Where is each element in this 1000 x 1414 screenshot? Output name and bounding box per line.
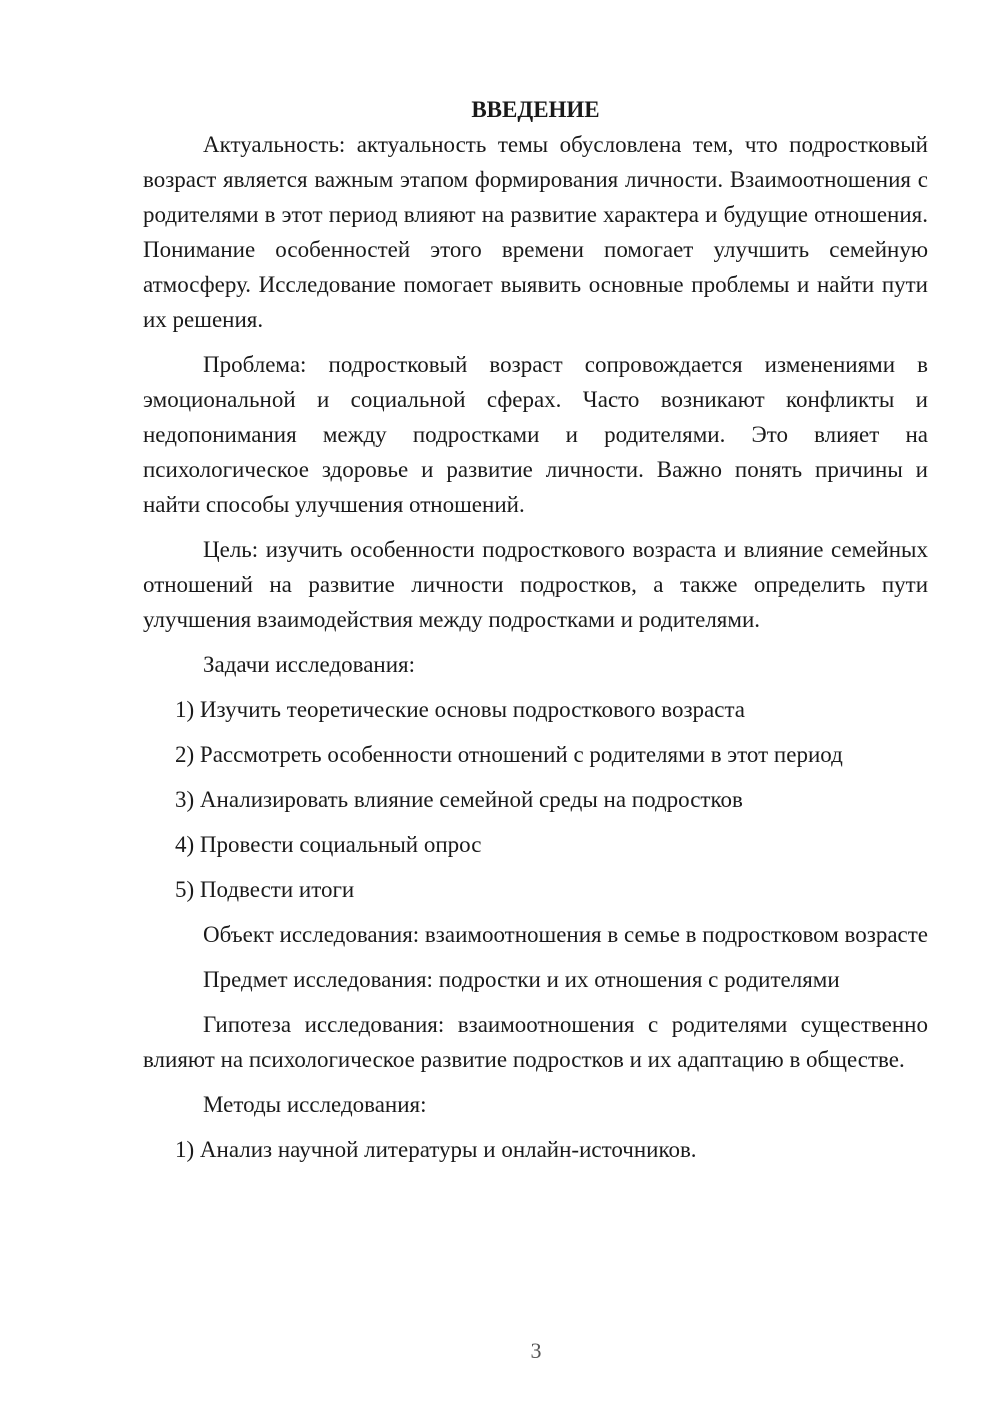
task-item-4: 4) Провести социальный опрос	[175, 832, 482, 857]
task-item-3: 3) Анализировать влияние семейной среды на подростков	[175, 787, 743, 812]
task-item-1: 1) Изучить теоретические основы подросткового возраста	[175, 697, 746, 722]
goal-paragraph: Цель: изучить особенности подросткового возраста и влияние семейных отношений на развитие личности подростков, а также определить пути улучшения взаимодействия между подростками и родителями.	[143, 537, 928, 632]
page-content	[143, 92, 928, 1167]
hypothesis-paragraph: Гипотеза исследования: взаимоотношения с родителями существенно влияют на психологическое развитие подростков и их адаптацию в обществе.	[143, 1012, 928, 1072]
subject-paragraph: Предмет исследования: подростки и их отношения с родителями	[203, 967, 840, 992]
page-title: ВВЕДЕНИЕ	[471, 97, 600, 122]
task-item-5: 5) Подвести итоги	[175, 877, 355, 902]
page-number: 3	[530, 1338, 542, 1363]
methods-heading: Методы исследования:	[203, 1092, 427, 1117]
task-item-2: 2) Рассмотреть особенности отношений с родителями в этот период	[175, 742, 843, 767]
relevance-paragraph: Актуальность: актуальность темы обусловлена тем, что подростковый возраст является важным этапом формирования личности. Взаимоотношения с родителями в этот период влияют на развитие характера и будущие отношения. Понимание особенностей этого времени помогает улучшить семейную атмосферу. Исследование помогает выявить основные проблемы и найти пути их решения.	[143, 132, 928, 332]
problem-paragraph: Проблема: подростковый возраст сопровождается изменениями в эмоциональной и социальной сферах. Часто возникают конфликты и недопонимания между подростками и родителями. Это влияет на психологическое здоровье и развитие личности. Важно понять причины и найти способы улучшения отношений.	[143, 352, 928, 517]
object-paragraph: Объект исследования: взаимоотношения в семье в подростковом возрасте	[203, 922, 929, 947]
tasks-heading: Задачи исследования:	[203, 652, 416, 677]
method-item-1: 1) Анализ научной литературы и онлайн-источников.	[175, 1137, 697, 1162]
